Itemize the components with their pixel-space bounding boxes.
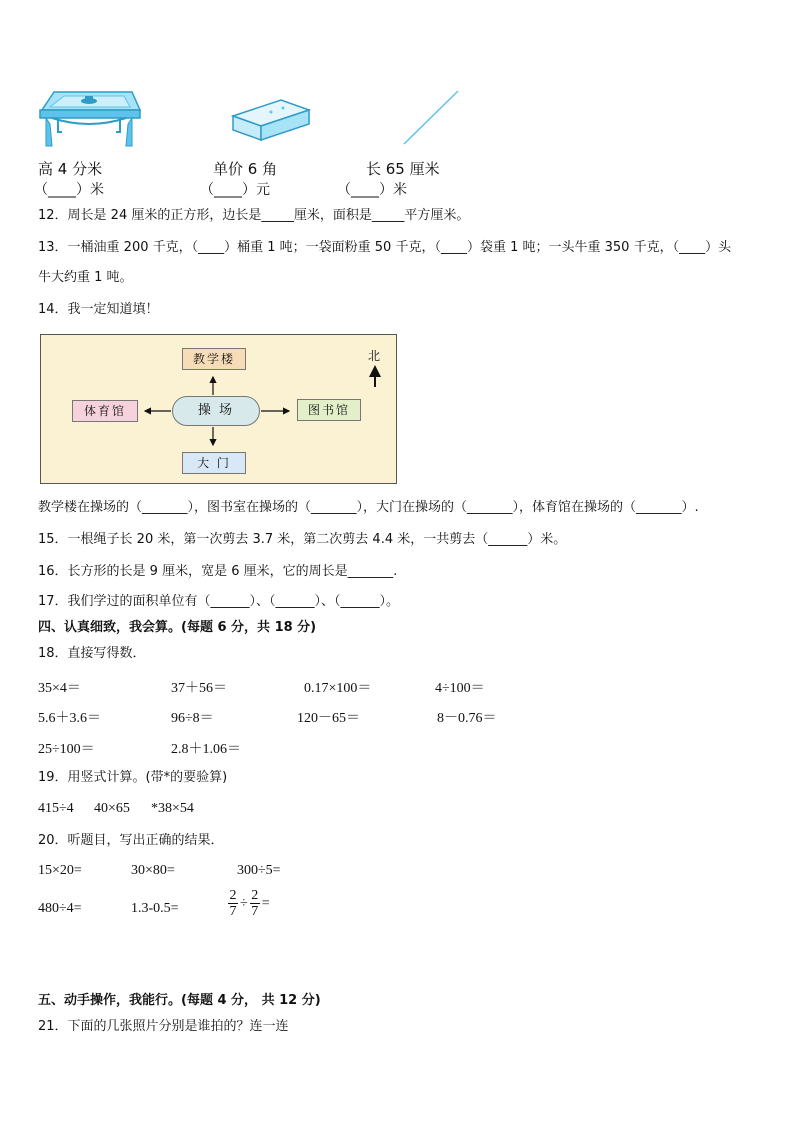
fraction-b-denominator: 7: [251, 904, 259, 919]
q20-r2-c1: 480÷4=: [38, 901, 82, 916]
question-21: 21．下面的几张照片分别是谁拍的？连一连: [38, 1019, 289, 1034]
question-14-text: 教学楼在操场的（_______），图书室在操场的（_______），大门在操场的（_______），体育馆在操场的（_______）.: [38, 500, 699, 515]
campus-direction-map: [40, 334, 397, 484]
question-19-title: 19．用竖式计算。(带*的要验算): [38, 770, 228, 785]
gym-box: 体育馆: [72, 400, 138, 422]
q20-r1-c1: 15×20=: [38, 863, 82, 878]
question-18-title: 18．直接写得数．: [38, 646, 146, 661]
q11-measure-2: 单价 6 角: [213, 160, 278, 178]
q20-r2-c2: 1.3-0.5=: [131, 901, 179, 916]
q20-r1-c3: 300÷5=: [237, 863, 281, 878]
fraction-expression: [228, 888, 270, 919]
question-15: 15．一根绳子长 20 米，第一次剪去 3.7 米，第二次剪去 4.4 米，一共剪去（______）米。: [38, 532, 567, 547]
q11-measure-1: 高 4 分米: [38, 160, 103, 178]
q18-r1-c1: 35×4＝: [38, 681, 81, 696]
q18-r2-c2: 96÷8＝: [171, 711, 214, 726]
eraser-illustration: [231, 96, 311, 142]
q20-r1-c2: 30×80=: [131, 863, 175, 878]
fraction-a: [228, 888, 238, 919]
fraction-b: [250, 888, 260, 919]
question-14-title: 14．我一定知道填！: [38, 302, 159, 317]
q19-item-2: 40×65: [94, 801, 130, 816]
q18-r3-c1: 25÷100＝: [38, 742, 95, 757]
question-20-title: 20．听题目，写出正确的结果．: [38, 833, 224, 848]
north-label: 北: [368, 349, 381, 363]
q18-r3-c2: 2.8＋1.06＝: [171, 742, 241, 757]
fraction-operator: ÷: [240, 895, 248, 911]
gate-box: 大 门: [182, 452, 246, 474]
playground-box: 操 场: [172, 396, 260, 426]
q11-answer-2: （____）元: [200, 182, 270, 198]
question-13-line1: 13．一桶油重 200 千克，（____）桶重 1 吨；一袋面粉重 50 千克，（____）袋重 1 吨；一头牛重 350 千克，（____）头: [38, 240, 732, 255]
section-5-heading: 五、动手操作，我能行。(每题 4 分， 共 12 分): [38, 993, 321, 1008]
question-17: 17．我们学过的面积单位有（______）、（______）、（______）。: [38, 594, 400, 609]
q18-r2-c4: 8－0.76＝: [437, 711, 497, 726]
q18-r1-c2: 37＋56＝: [171, 681, 227, 696]
library-box: 图书馆: [297, 399, 361, 421]
q11-answer-3: （____）米: [337, 182, 407, 198]
table-illustration: [36, 88, 142, 152]
q19-item-3: *38×54: [151, 801, 194, 816]
fraction-b-numerator: 2: [251, 888, 259, 903]
question-13-line2: 牛大约重 1 吨。: [38, 270, 133, 285]
fraction-equals: =: [261, 895, 270, 911]
q19-item-1: 415÷4: [38, 801, 74, 816]
q11-measure-3: 长 65 厘米: [366, 160, 440, 178]
question-12: 12．周长是 24 厘米的正方形，边长是_____厘米，面积是_____平方厘米。: [38, 208, 470, 223]
q18-r2-c3: 120－65＝: [297, 711, 360, 726]
q18-r1-c3: 0.17×100＝: [304, 681, 372, 696]
q18-r1-c4: 4÷100＝: [435, 681, 485, 696]
fraction-a-denominator: 7: [229, 904, 237, 919]
question-16: 16．长方形的长是 9 厘米，宽是 6 厘米，它的周长是_______.: [38, 564, 398, 579]
q18-r2-c1: 5.6＋3.6＝: [38, 711, 101, 726]
fraction-a-numerator: 2: [229, 888, 237, 903]
teaching-building-box: 教学楼: [182, 348, 246, 370]
q11-answer-1: （____）米: [34, 182, 104, 198]
pencil-line-illustration: [400, 88, 462, 146]
direction-arrows: [41, 335, 398, 485]
section-4-heading: 四、认真细致，我会算。(每题 6 分，共 18 分): [38, 620, 317, 635]
